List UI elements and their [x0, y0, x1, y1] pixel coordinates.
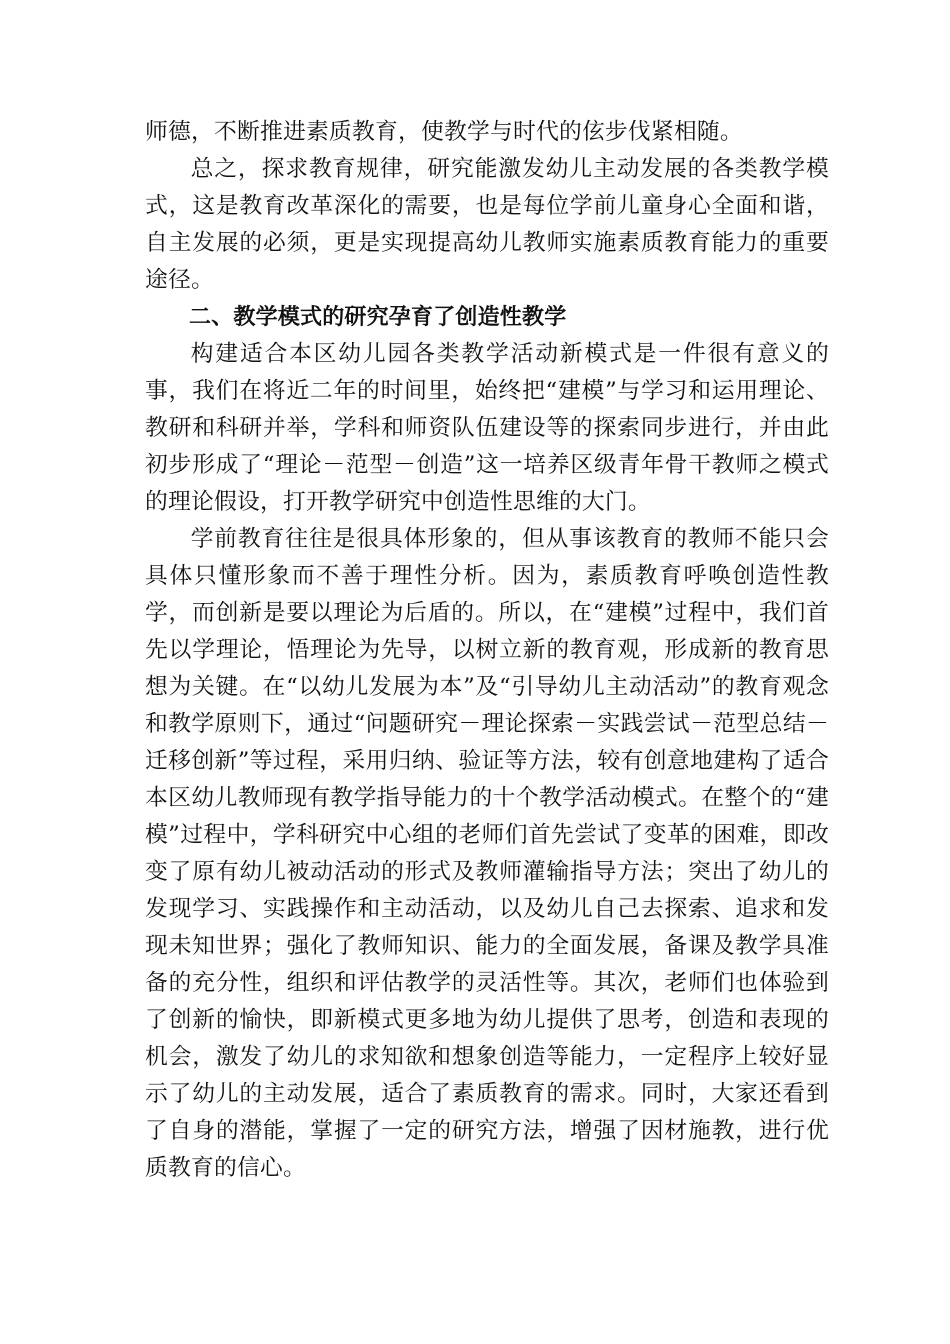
paragraph-modeling: 构建适合本区幼儿园各类教学活动新模式是一件很有意义的事，我们在将近二年的时间里，始终把“建模”与学习和运用理论、教研和科研并举，学科和师资队伍建设等的探索同步进行，并由此初步形成了“理论－范型－创造”这一培养区级青年骨干教师之模式的理论假设，打开教学研究中创造性思维的大门。	[145, 341, 829, 515]
section-heading: 二、教学模式的研究孕育了创造性教学	[189, 305, 567, 330]
document-body	[145, 114, 829, 1187]
paragraph-preschool-education: 学前教育往往是很具体形象的，但从事该教育的教师不能只会具体只懂形象而不善于理性分析。因为，素质教育呼唤创造性教学，而创新是要以理论为后盾的。所以，在“建模”过程中，我们首先以学理论，悟理论为先导，以树立新的教育观，形成新的教育思想为关键。在“以幼儿发展为本”及“引导幼儿主动活动”的教育观念和教学原则下，通过“问题研究－理论探索－实践尝试－范型总结－迁移创新”等过程，采用归纳、验证等方法，较有创意地建构了适合本区幼儿教师现有教学指导能力的十个教学活动模式。在整个的“建模”过程中，学科研究中心组的老师们首先尝试了变革的困难，即改变了原有幼儿被动活动的形式及教师灌输指导方法；突出了幼儿的发现学习、实践操作和主动活动，以及幼儿自己去探索、追求和发现未知世界；强化了教师知识、能力的全面发展，备课及教学具准备的充分性，组织和评估教学的灵活性等。其次，老师们也体验到了创新的愉快，即新模式更多地为幼儿提供了思考，创造和表现的机会，激发了幼儿的求知欲和想象创造等能力，一定程序上较好显示了幼儿的主动发展，适合了素质教育的需求。同时，大家还看到了自身的潜能，掌握了一定的研究方法，增强了因材施教，进行优质教育的信心。	[145, 526, 829, 1181]
paragraph-summary: 总之，探求教育规律，研究能激发幼儿主动发展的各类教学模式，这是教育改革深化的需要，也是每位学前儿童身心全面和谐，自主发展的必须，更是实现提高幼儿教师实施素质教育能力的重要途径。	[145, 156, 829, 293]
paragraph-continuation: 师德，不断推进素质教育，使教学与时代的伭步伐紧相随。	[145, 119, 743, 145]
